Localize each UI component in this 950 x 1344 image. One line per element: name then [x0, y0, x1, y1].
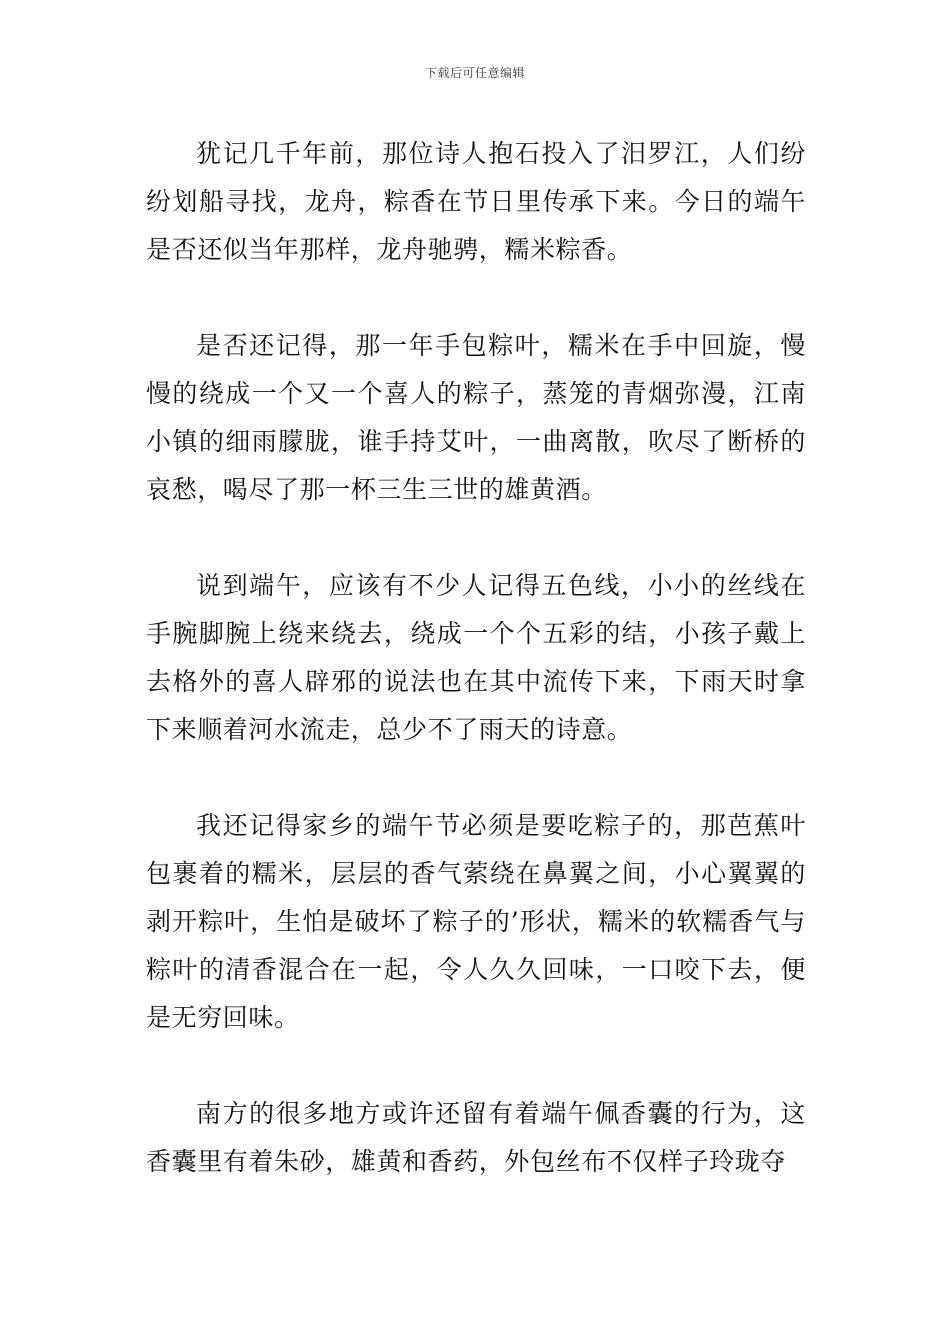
paragraph-4: 我还记得家乡的端午节必须是要吃粽子的，那芭蕉叶包裹着的糯米，层层的香气萦绕在鼻翼之间，小心翼翼的剥开粽叶，生怕是破坏了粽子的’形状，糯米的软糯香气与粽叶的清香混合在一起，令人久久回味，一口咬下去，便是无穷回味。	[146, 811, 806, 1032]
paragraph-2: 是否还记得，那一年手包粽叶，糯米在手中回旋，慢慢的绕成一个又一个喜人的粽子，蒸笼的青烟弥漫，江南小镇的细雨朦胧，谁手持艾叶，一曲离散，吹尽了断桥的哀愁，喝尽了那一杯三生三世的雄黄酒。	[146, 331, 806, 504]
page-header: 下载后可任意编辑	[424, 66, 525, 80]
paragraph-5: 南方的很多地方或许还留有着端午佩香囊的行为，这香囊里有着朱砂，雄黄和香药，外包丝布不仅样子玲珑夺	[146, 1099, 806, 1176]
document-body	[146, 130, 806, 1234]
paragraph-3: 说到端午，应该有不少人记得五色线，小小的丝线在手腕脚腕上绕来绕去，绕成一个个五彩的结，小孩子戴上去格外的喜人辟邪的说法也在其中流传下来，下雨天时拿下来顺着河水流走，总少不了雨天的诗意。	[146, 571, 806, 744]
paragraph-1: 犹记几千年前，那位诗人抱石投入了汨罗江，人们纷纷划船寻找，龙舟，粽香在节日里传承下来。今日的端午是否还似当年那样，龙舟驰骋，糯米粽香。	[146, 139, 806, 264]
